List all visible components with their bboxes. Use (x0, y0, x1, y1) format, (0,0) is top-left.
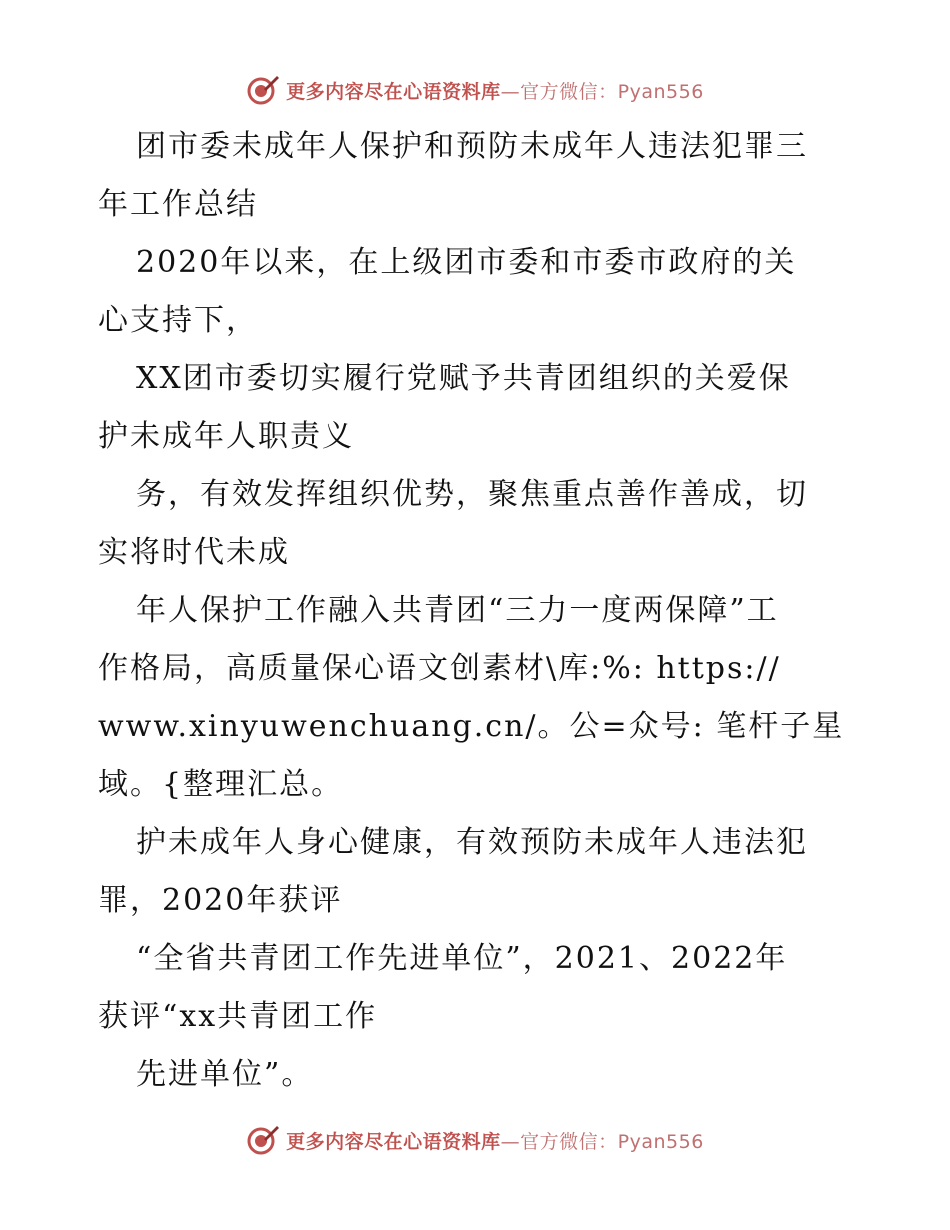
header-banner-main: 更多内容尽在心语资料库 (286, 80, 501, 103)
footer-banner-main: 更多内容尽在心语资料库 (286, 1130, 501, 1153)
document-line: 先进单位”。 (136, 1057, 314, 1092)
document-line: 团市委未成年人保护和预防未成年人违法犯罪三 (136, 129, 808, 164)
quill-seal-icon (246, 1123, 280, 1157)
document-line: 作格局，高质量保心语文创素材\库:%: https:// (98, 651, 781, 686)
document-line: 年工作总结 (98, 187, 258, 222)
document-line: 务，有效发挥组织优势，聚焦重点善作善成，切 (136, 477, 808, 512)
header-banner (0, 70, 950, 110)
quill-seal-icon (246, 73, 280, 107)
footer-banner (0, 1120, 950, 1160)
document-line: “全省共青团工作先进单位”，2021、2022年 (136, 941, 788, 976)
document-line: 实将时代未成 (98, 535, 290, 570)
document-line: 2020年以来，在上级团市委和市委市政府的关 (136, 245, 797, 280)
document-line: XX团市委切实履行党赋予共青团组织的关爱保 (136, 361, 791, 396)
document-line: 护未成年人职责义 (98, 419, 354, 454)
footer-banner-sub: 官方微信：Pyan556 (520, 1130, 704, 1153)
header-banner-separator: — (500, 80, 521, 103)
document-line: 罪，2020年获评 (98, 883, 343, 918)
document-line: 年人保护工作融入共青团“三力一度两保障”工 (136, 593, 779, 628)
document-line: 获评“xx共青团工作 (98, 999, 378, 1034)
header-banner-text (286, 77, 704, 104)
document-line: 心支持下， (98, 303, 258, 338)
header-banner-sub: 官方微信：Pyan556 (520, 80, 704, 103)
footer-banner-separator: — (500, 1130, 521, 1153)
footer-banner-text (286, 1127, 704, 1154)
document-line: 护未成年人身心健康，有效预防未成年人违法犯 (136, 825, 808, 860)
document-body (98, 118, 858, 1104)
document-line: www.xinyuwenchuang.cn/。公=众号: 笔杆子星 (98, 709, 845, 744)
document-line: 域。{整理汇总。 (98, 767, 344, 802)
